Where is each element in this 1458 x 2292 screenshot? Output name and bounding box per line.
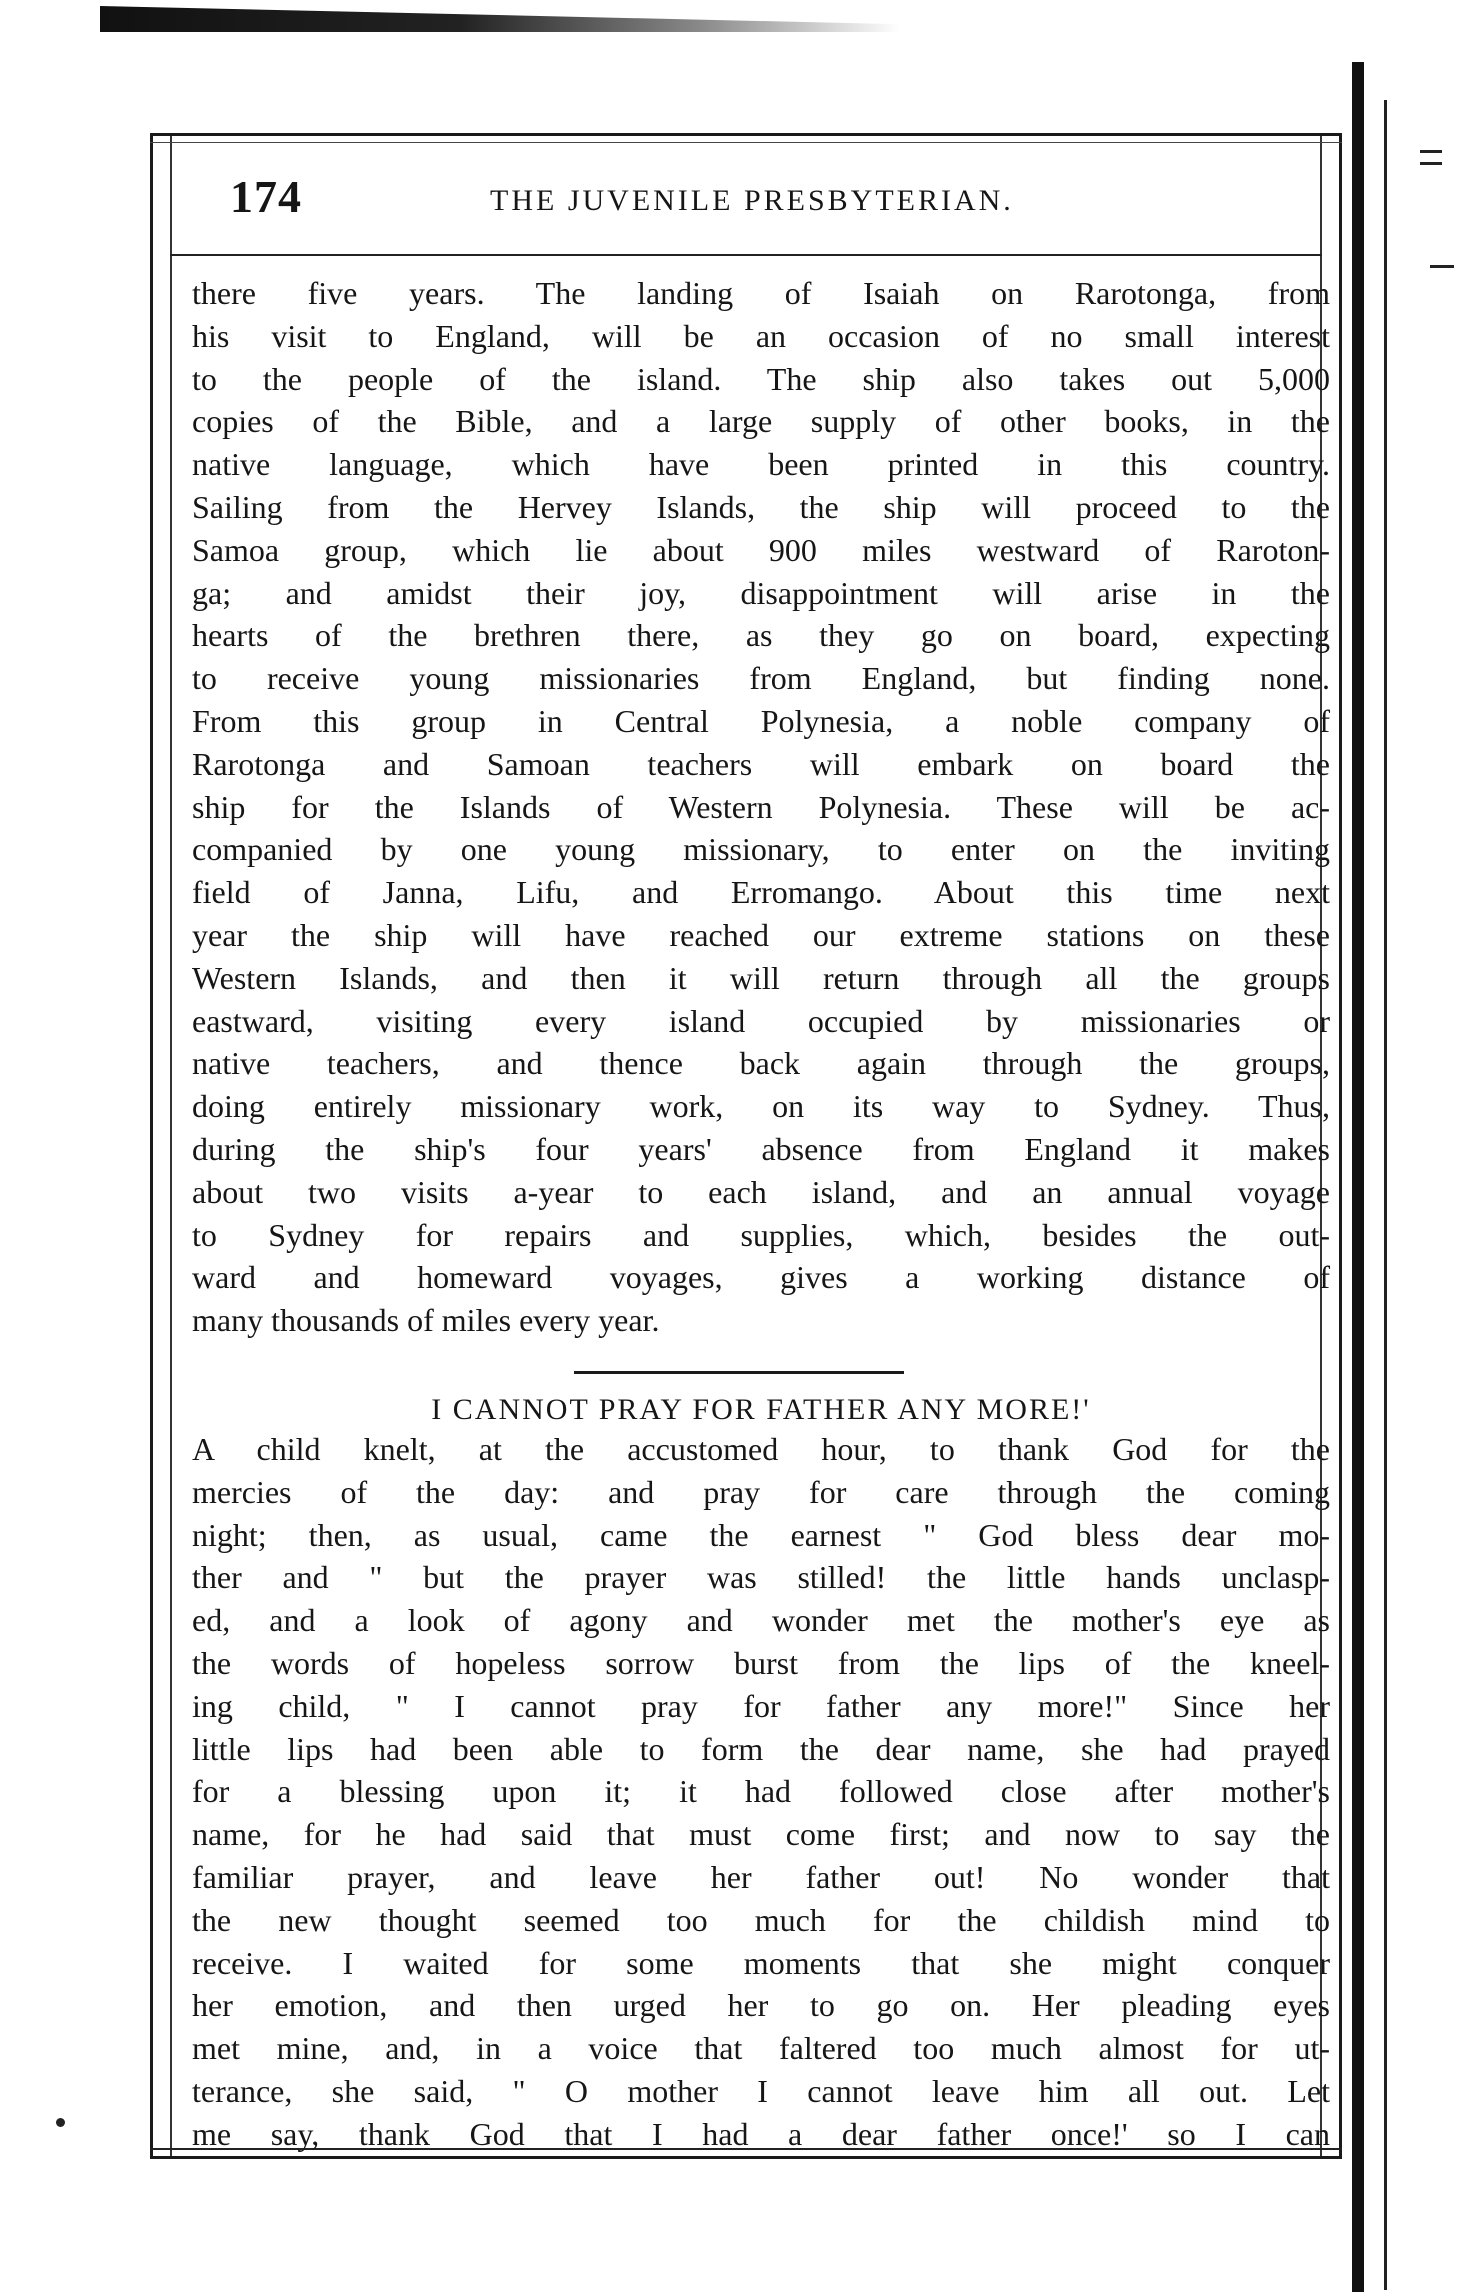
margin-mark (1420, 150, 1442, 165)
text-line: to receive young missionaries from England, but finding none. (192, 660, 1330, 697)
text-line: to Sydney for repairs and supplies, which, besides the out- (192, 1216, 1330, 1253)
article-continuation (192, 272, 1330, 1342)
text-line: ward and homeward voyages, gives a working distance of (192, 1259, 1330, 1296)
text-line: field of Janna, Lifu, and Erromango. About this time next (192, 874, 1330, 911)
text-line: copies of the Bible, and a large supply of other books, in the (192, 403, 1330, 440)
text-line: name, for he had said that must come first; and now to say the (192, 1816, 1330, 1853)
text-line: terance, she said, " O mother I cannot leave him all out. Let (192, 2072, 1330, 2109)
text-line: mercies of the day: and pray for care through the coming (192, 1473, 1330, 1510)
text-line: doing entirely missionary work, on its way to Sydney. Thus, (192, 1088, 1330, 1125)
running-head (200, 170, 1300, 240)
story-body (192, 1428, 1330, 2156)
text-line: Western Islands, and then it will return through all the groups (192, 959, 1330, 996)
bottom-rule (150, 2156, 1342, 2159)
text-line: the words of hopeless sorrow burst from the lips of the kneel- (192, 1644, 1330, 1681)
section-divider (574, 1371, 904, 1374)
text-line: native language, which have been printed in this country. (192, 446, 1330, 483)
text-line: A child knelt, at the accustomed hour, to thank God for the (192, 1431, 1330, 1467)
text-line: familiar prayer, and leave her father out! No wonder that (192, 1858, 1330, 1895)
text-line: year the ship will have reached our extreme stations on these (192, 916, 1330, 953)
top-rule (150, 133, 1342, 136)
journal-title: THE JUVENILE PRESBYTERIAN. (490, 184, 1014, 217)
text-line: Sailing from the Hervey Islands, the ship will proceed to the (192, 488, 1330, 525)
text-line: ing child, " I cannot pray for father any more!" Since her (192, 1687, 1330, 1724)
text-line: Rarotonga and Samoan teachers will embark on board the (192, 745, 1330, 782)
margin-dash (1430, 265, 1454, 268)
binding-shadow (1352, 62, 1364, 2292)
text-line: about two visits a-year to each island, and an annual voyage (192, 1173, 1330, 1210)
header-rule (170, 254, 1322, 256)
section-heading: I CANNOT PRAY FOR FATHER ANY MORE!' (431, 1393, 1091, 1426)
text-line: ship for the Islands of Western Polynesia. These will be ac- (192, 788, 1330, 825)
text-line: for a blessing upon it; it had followed close after mother's (192, 1773, 1330, 1810)
text-line: companied by one young missionary, to enter on the inviting (192, 831, 1330, 868)
text-line: met mine, and, in a voice that faltered too much almost for ut- (192, 2030, 1330, 2067)
text-line: during the ship's four years' absence from England it makes (192, 1130, 1330, 1167)
margin-dot (56, 2118, 65, 2127)
page-number: 174 (230, 171, 302, 222)
text-line: many thousands of miles every year. (192, 1302, 660, 1339)
binding-line (1384, 100, 1387, 2290)
text-line: his visit to England, will be an occasion of no small interest (192, 317, 1330, 354)
text-line: Samoa group, which lie about 900 miles westward of Raroton- (192, 531, 1330, 568)
text-line: to the people of the island. The ship also takes out 5,000 (192, 360, 1330, 397)
text-line: me say, thank God that I had a dear father once!' so I can (192, 2115, 1330, 2152)
text-line: eastward, visiting every island occupied by missionaries or (192, 1002, 1330, 1039)
text-line: native teachers, and thence back again through the groups, (192, 1045, 1330, 1082)
text-line: receive. I waited for some moments that she might conquer (192, 1944, 1330, 1981)
text-line: the new thought seemed too much for the childish mind to (192, 1901, 1330, 1938)
text-line: ed, and a look of agony and wonder met the mother's eye as (192, 1602, 1330, 1639)
text-line: there five years. The landing of Isaiah on Rarotonga, from (192, 275, 1330, 311)
text-line: night; then, as usual, came the earnest " God bless dear mo- (192, 1516, 1330, 1553)
text-line: From this group in Central Polynesia, a noble company of (192, 702, 1330, 739)
text-line: hearts of the brethren there, as they go on board, expecting (192, 617, 1330, 654)
text-line: her emotion, and then urged her to go on. Her pleading eyes (192, 1987, 1330, 2024)
top-rule-thin (150, 142, 1342, 143)
text-line: ther and " but the prayer was stilled! the little hands unclasp- (192, 1559, 1330, 1596)
scan-edge-smudge (100, 6, 900, 32)
text-line: little lips had been able to form the dear name, she had prayed (192, 1730, 1330, 1767)
text-line: ga; and amidst their joy, disappointment will arise in the (192, 574, 1330, 611)
